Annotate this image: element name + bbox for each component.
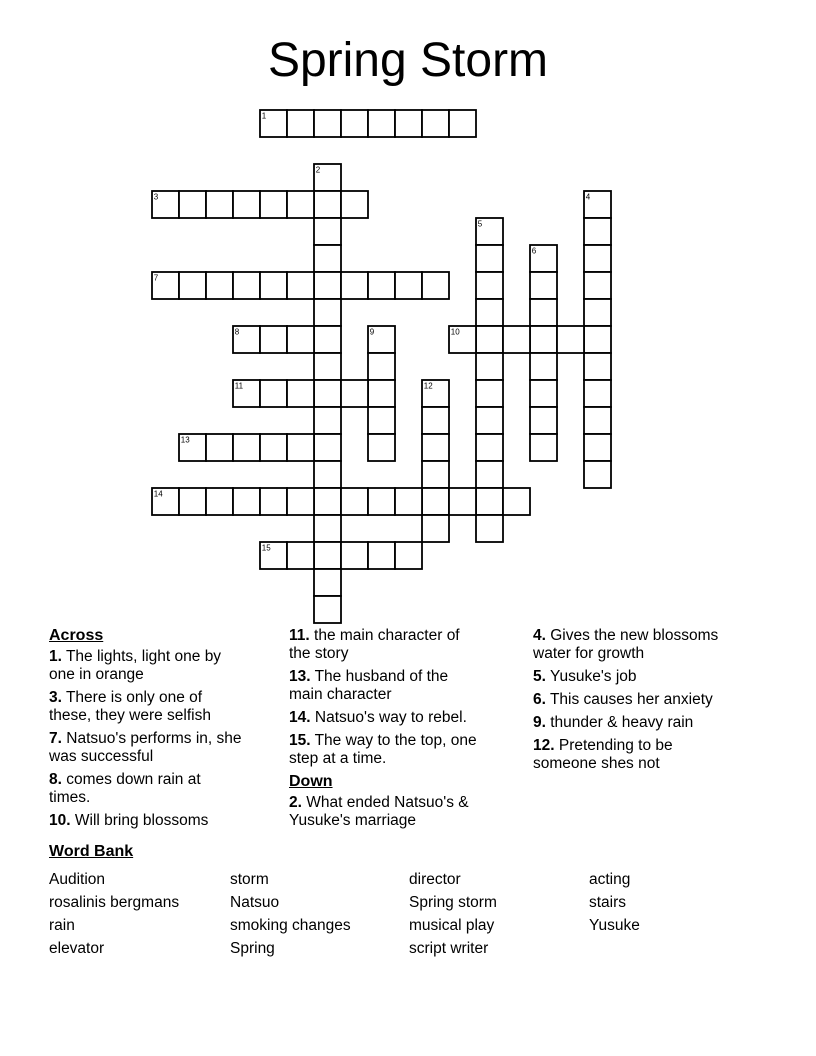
- word-bank-column: [589, 868, 749, 960]
- clue-across-8: [49, 771, 243, 807]
- grid-cell[interactable]: [233, 488, 260, 515]
- grid-cell[interactable]: [206, 191, 233, 218]
- word-bank-header: Word Bank: [49, 843, 134, 860]
- grid-cell[interactable]: [368, 488, 395, 515]
- grid-cell[interactable]: [287, 380, 314, 407]
- grid-cell[interactable]: [422, 488, 449, 515]
- grid-cell[interactable]: [368, 353, 395, 380]
- grid-cell[interactable]: [260, 326, 287, 353]
- grid-cell[interactable]: [206, 434, 233, 461]
- word-bank: [49, 843, 789, 960]
- clue-number: 1.: [49, 648, 62, 665]
- grid-cell[interactable]: [179, 191, 206, 218]
- cell-number: 12: [423, 381, 433, 391]
- grid-cell[interactable]: [314, 434, 341, 461]
- clue-down-9: [533, 714, 721, 732]
- word-bank-item: director: [409, 871, 461, 888]
- grid-cell[interactable]: [530, 299, 557, 326]
- grid-cell[interactable]: [368, 407, 395, 434]
- clue-number: 10.: [49, 812, 71, 829]
- clue-down-12: [533, 737, 721, 773]
- grid-cell[interactable]: [341, 272, 368, 299]
- grid-cell[interactable]: [368, 542, 395, 569]
- clue-number: 15.: [289, 732, 311, 749]
- grid-cell[interactable]: [287, 110, 314, 137]
- clue-down-4: [533, 627, 721, 663]
- grid-cell[interactable]: [287, 326, 314, 353]
- cell-number: 15: [261, 543, 271, 553]
- grid-cell[interactable]: [368, 434, 395, 461]
- grid-cell[interactable]: [287, 488, 314, 515]
- clue-across-13: [289, 668, 479, 704]
- clue-number: 7.: [49, 730, 62, 747]
- grid-cell[interactable]: [260, 272, 287, 299]
- clue-number: 12.: [533, 737, 555, 754]
- word-bank-item: Audition: [49, 871, 106, 888]
- grid-cell[interactable]: [476, 272, 503, 299]
- grid-cell[interactable]: [476, 434, 503, 461]
- cell-number: 2: [315, 165, 321, 175]
- grid-cell[interactable]: [422, 434, 449, 461]
- grid-cell[interactable]: [314, 353, 341, 380]
- word-bank-item: Natsuo: [230, 894, 280, 911]
- clue-across-7: [49, 730, 243, 766]
- grid-cell[interactable]: [314, 380, 341, 407]
- cell-number: 7: [153, 273, 159, 283]
- grid-cell[interactable]: [530, 380, 557, 407]
- clue-text: The lights, light one by one in orange: [49, 648, 222, 683]
- grid-cell[interactable]: [476, 515, 503, 542]
- grid-cell[interactable]: [314, 272, 341, 299]
- clue-text: Natsuo's performs in, she was successful: [49, 730, 242, 765]
- clue-text: Natsuo's way to rebel.: [314, 709, 467, 726]
- cell-number: 9: [369, 327, 375, 337]
- page-title: Spring Storm: [267, 34, 549, 87]
- word-bank-item: Spring storm: [409, 894, 497, 911]
- cell-number: 11: [234, 381, 244, 391]
- grid-cell[interactable]: [179, 272, 206, 299]
- grid-cell[interactable]: [476, 326, 503, 353]
- clue-text: Yusuke's job: [549, 668, 637, 685]
- word-bank-item: storm: [230, 871, 269, 888]
- grid-cell[interactable]: [422, 272, 449, 299]
- grid-cell[interactable]: [260, 380, 287, 407]
- clue-column-middle: [289, 627, 479, 835]
- clue-text: What ended Natsuo's & Yusuke's marriage: [289, 794, 469, 829]
- grid-cell[interactable]: [476, 407, 503, 434]
- grid-cell[interactable]: [503, 488, 530, 515]
- grid-cell[interactable]: [314, 569, 341, 596]
- clue-number: 9.: [533, 714, 546, 731]
- grid-cell[interactable]: [449, 110, 476, 137]
- grid-cell[interactable]: [260, 434, 287, 461]
- clue-across-11: [289, 627, 479, 663]
- grid-cell[interactable]: [395, 542, 422, 569]
- word-bank-column: [409, 868, 589, 960]
- cell-number: 4: [585, 192, 591, 202]
- clue-text: Gives the new blossoms water for growth: [533, 627, 719, 662]
- grid-cell[interactable]: [530, 353, 557, 380]
- cell-number: 14: [153, 489, 163, 499]
- word-bank-item: elevator: [49, 940, 105, 957]
- grid-cell[interactable]: [314, 461, 341, 488]
- grid-cell[interactable]: [341, 110, 368, 137]
- grid-cell[interactable]: [287, 542, 314, 569]
- clue-text: thunder & heavy rain: [550, 714, 694, 731]
- grid-cell[interactable]: [368, 272, 395, 299]
- grid-cell[interactable]: [584, 407, 611, 434]
- word-bank-item: rosalinis bergmans: [49, 894, 180, 911]
- clue-number: 2.: [289, 794, 302, 811]
- clue-number: 11.: [289, 627, 310, 644]
- grid-cell[interactable]: [260, 488, 287, 515]
- clue-number: 3.: [49, 689, 62, 706]
- clue-across-14: [289, 709, 479, 727]
- grid-cell[interactable]: [476, 380, 503, 407]
- down-header: Down: [289, 773, 333, 790]
- grid-cell[interactable]: [422, 461, 449, 488]
- grid-cell[interactable]: [233, 434, 260, 461]
- grid-cell[interactable]: [314, 596, 341, 623]
- grid-cell[interactable]: [584, 380, 611, 407]
- grid-cell[interactable]: [341, 542, 368, 569]
- grid-cell[interactable]: [584, 299, 611, 326]
- across-header: Across: [49, 627, 104, 644]
- clue-text: Will bring blossoms: [74, 812, 209, 829]
- cell-number: 1: [261, 111, 267, 121]
- grid-cell[interactable]: [557, 326, 584, 353]
- grid-cell[interactable]: [476, 299, 503, 326]
- clue-across-1: [49, 648, 243, 684]
- grid-cell[interactable]: [530, 326, 557, 353]
- word-bank-item: musical play: [409, 917, 495, 934]
- grid-cell[interactable]: [314, 515, 341, 542]
- grid-cell[interactable]: [584, 326, 611, 353]
- clue-number: 8.: [49, 771, 62, 788]
- clue-text: There is only one of these, they were selfish: [49, 689, 211, 724]
- cell-number: 8: [234, 327, 240, 337]
- cell-number: 13: [180, 435, 190, 445]
- word-bank-column: [230, 868, 409, 960]
- grid-cell[interactable]: [314, 110, 341, 137]
- clue-across-3: [49, 689, 243, 725]
- clue-text: the main character of the story: [289, 627, 460, 662]
- word-bank-item: script writer: [409, 940, 489, 957]
- grid-cell[interactable]: [260, 191, 287, 218]
- grid-cell[interactable]: [395, 272, 422, 299]
- grid-cell[interactable]: [287, 434, 314, 461]
- clue-down-6: [533, 691, 721, 709]
- grid-cell[interactable]: [287, 272, 314, 299]
- grid-cell[interactable]: [179, 488, 206, 515]
- grid-cell[interactable]: [584, 353, 611, 380]
- grid-cell[interactable]: [368, 380, 395, 407]
- grid-cell[interactable]: [314, 542, 341, 569]
- grid-cell[interactable]: [206, 488, 233, 515]
- grid-cell[interactable]: [314, 326, 341, 353]
- clue-text: comes down rain at times.: [49, 771, 201, 806]
- clue-number: 14.: [289, 709, 311, 726]
- word-bank-item: rain: [49, 917, 75, 934]
- clue-text: Pretending to be someone shes not: [533, 737, 673, 772]
- grid-cell[interactable]: [476, 488, 503, 515]
- grid-cell[interactable]: [476, 353, 503, 380]
- grid-cell[interactable]: [530, 272, 557, 299]
- clue-column-left: [49, 627, 243, 835]
- word-bank-item: Spring: [230, 940, 275, 957]
- grid-cell[interactable]: [341, 380, 368, 407]
- word-bank-column: [49, 868, 230, 960]
- cell-number: 6: [531, 246, 537, 256]
- grid-cell[interactable]: [287, 191, 314, 218]
- clue-text: The husband of the main character: [289, 668, 449, 703]
- grid-cell[interactable]: [368, 110, 395, 137]
- clue-number: 5.: [533, 668, 546, 685]
- grid-cell[interactable]: [314, 218, 341, 245]
- clue-number: 6.: [533, 691, 546, 708]
- grid-cell[interactable]: [476, 245, 503, 272]
- grid-cell[interactable]: [584, 245, 611, 272]
- grid-cell[interactable]: [476, 461, 503, 488]
- grid-cell[interactable]: [584, 218, 611, 245]
- grid-cell[interactable]: [449, 488, 476, 515]
- grid-cell[interactable]: [530, 434, 557, 461]
- grid-cell[interactable]: [584, 461, 611, 488]
- grid-cell[interactable]: [422, 515, 449, 542]
- clue-across-10: [49, 812, 243, 830]
- word-bank-item: acting: [589, 871, 631, 888]
- grid-cell[interactable]: [233, 191, 260, 218]
- cell-number: 5: [477, 219, 483, 229]
- grid-cell[interactable]: [314, 245, 341, 272]
- word-bank-item: Yusuke: [589, 917, 640, 934]
- clue-number: 13.: [289, 668, 311, 685]
- grid-cell[interactable]: [395, 488, 422, 515]
- word-bank-item: smoking changes: [230, 917, 351, 934]
- grid-cell[interactable]: [584, 434, 611, 461]
- clue-down-2: [289, 794, 479, 830]
- grid-cell[interactable]: [314, 299, 341, 326]
- grid-cell[interactable]: [395, 110, 422, 137]
- clue-number: 4.: [533, 627, 546, 644]
- grid-cell[interactable]: [233, 272, 260, 299]
- clue-across-15: [289, 732, 479, 768]
- grid-cell[interactable]: [206, 272, 233, 299]
- grid-cell[interactable]: [341, 191, 368, 218]
- grid-cell[interactable]: [422, 407, 449, 434]
- clue-text: The way to the top, one step at a time.: [289, 732, 477, 767]
- grid-cell[interactable]: [314, 407, 341, 434]
- crossword-grid: [150, 108, 613, 625]
- grid-cell[interactable]: [584, 272, 611, 299]
- cell-number: 10: [450, 327, 460, 337]
- grid-cell[interactable]: [314, 488, 341, 515]
- clue-column-right: [533, 627, 721, 778]
- grid-cell[interactable]: [341, 488, 368, 515]
- word-bank-item: stairs: [589, 894, 627, 911]
- grid-cell[interactable]: [422, 110, 449, 137]
- cell-number: 3: [153, 192, 159, 202]
- grid-cell[interactable]: [314, 191, 341, 218]
- clue-text: This causes her anxiety: [549, 691, 713, 708]
- clue-down-5: [533, 668, 721, 686]
- grid-cell[interactable]: [530, 407, 557, 434]
- grid-cell[interactable]: [503, 326, 530, 353]
